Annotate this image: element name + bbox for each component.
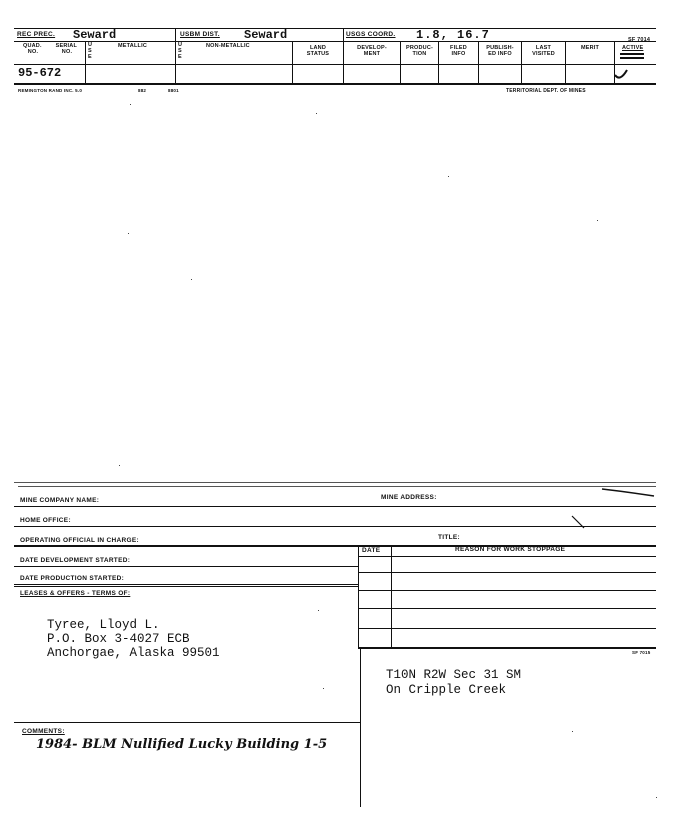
usbm-dist-label: USBM DIST. [180, 31, 220, 38]
use-letter: E [178, 54, 182, 60]
card-rule [14, 566, 358, 567]
published-info-header [479, 45, 521, 57]
scan-speck [130, 104, 131, 105]
check-mark-icon [612, 66, 632, 82]
scan-speck [191, 279, 192, 280]
land-status-line: LAND [309, 45, 327, 51]
stoppage-rule [358, 628, 656, 629]
title-label: TITLE: [438, 534, 461, 541]
development-header [344, 45, 400, 57]
published-info-line: ED INFO [488, 51, 512, 57]
scan-speck [448, 176, 449, 177]
scan-speck [318, 610, 319, 611]
use-metallic-header [88, 42, 92, 60]
use-letter: E [88, 54, 92, 60]
filed-info-header [439, 45, 478, 57]
filed-info-line: INFO [451, 51, 466, 57]
card-top-rule [14, 482, 656, 483]
strip-bottom-rule [14, 83, 656, 85]
comments-label: COMMENTS: [22, 728, 65, 735]
owner-city-line: Anchorgae, Alaska 99501 [47, 646, 220, 660]
use-letter: U [88, 42, 93, 48]
land-status-header [293, 45, 343, 57]
scan-speck [128, 233, 129, 234]
stoppage-rule [358, 572, 656, 573]
production-header [401, 45, 438, 57]
usgs-coord-value: 1.8, 16.7 [416, 28, 490, 42]
quad-label: QUAD. [22, 43, 42, 49]
strip-vline [175, 28, 176, 83]
printer-code: 8801 [168, 88, 179, 93]
form-number-top: SF 7014 [628, 37, 651, 43]
last-visited-line: VISITED [532, 51, 555, 57]
nonmetallic-header: NON-METALLIC [206, 43, 250, 49]
stoppage-vline [358, 545, 359, 647]
metallic-header: METALLIC [118, 43, 147, 49]
card-top-rule [18, 486, 656, 487]
usgs-coord-label: USGS COORD. [346, 31, 396, 38]
date-development-label: DATE DEVELOPMENT STARTED: [20, 557, 131, 564]
home-office-label: HOME OFFICE: [20, 517, 71, 524]
development-line: MENT [363, 51, 381, 57]
strip-vline [85, 41, 86, 83]
pen-stroke [600, 486, 656, 498]
quad-serial-value: 95-672 [18, 66, 62, 80]
card-rule [14, 722, 360, 723]
handwritten-comment: 1984- BLM Nullified Lucky Building 1-5 [36, 737, 328, 752]
card-rule [14, 506, 656, 507]
stoppage-rule [358, 556, 656, 557]
mine-company-name-label: MINE COMPANY NAME: [20, 497, 100, 504]
owner-address-line: P.O. Box 3-4027 ECB [47, 632, 190, 646]
active-mark [620, 53, 644, 55]
form-number-bottom: SF 7015 [632, 650, 651, 655]
stoppage-rule [358, 647, 656, 649]
production-line: TION [412, 51, 427, 57]
department-label: TERRITORIAL DEPT. OF MINES [506, 88, 586, 94]
printer-label: REMINGTON RAND INC. 5.0 [18, 88, 83, 93]
scan-speck [656, 797, 657, 798]
last-visited-line: LAST [535, 45, 552, 51]
stoppage-rule [358, 590, 656, 591]
mine-address-label: MINE ADDRESS: [381, 494, 437, 501]
active-mark [620, 57, 644, 59]
stoppage-date-header: DATE [362, 547, 381, 554]
scan-speck [316, 113, 317, 114]
location-block [386, 668, 521, 698]
published-info-line: PUBLISH- [486, 45, 514, 51]
strip-row-rule [14, 64, 656, 65]
use-letter: U [178, 42, 183, 48]
rec-prec-value: Seward [73, 28, 117, 42]
no-label: NO. [27, 49, 39, 55]
scan-speck [572, 731, 573, 732]
card-rule [14, 586, 358, 587]
scan-speck [119, 465, 120, 466]
scan-speck [597, 220, 598, 221]
last-visited-header [522, 45, 565, 57]
active-header: ACTIVE [622, 45, 644, 51]
owner-name: Tyree, Lloyd L. [47, 618, 160, 632]
card-rule [14, 584, 358, 585]
pen-tick [570, 514, 588, 532]
card-rule [14, 526, 656, 527]
card-vline [360, 647, 361, 807]
production-line: PRODUC- [405, 45, 434, 51]
use-letter: S [178, 48, 182, 54]
quad-serial-header [16, 43, 84, 55]
operating-official-label: OPERATING OFFICIAL IN CHARGE: [20, 537, 139, 544]
date-production-label: DATE PRODUCTION STARTED: [20, 575, 125, 582]
serial-label: SERIAL [55, 43, 78, 49]
printer-code: 882 [138, 88, 147, 93]
filed-info-line: FILED [450, 45, 467, 51]
use-letter: S [88, 48, 92, 54]
usbm-dist-value: Seward [244, 28, 288, 42]
location-line: On Cripple Creek [386, 683, 507, 697]
stoppage-rule [358, 608, 656, 609]
rec-prec-label: REC PREC. [17, 31, 56, 38]
merit-header: MERIT [580, 45, 600, 51]
location-line: T10N R2W Sec 31 SM [386, 668, 522, 682]
development-line: DEVELOP- [357, 45, 387, 51]
scan-speck [323, 688, 324, 689]
stoppage-reason-header: REASON FOR WORK STOPPAGE [455, 546, 566, 553]
leases-label: LEASES & OFFERS - TERMS OF: [20, 590, 131, 597]
owner-block [47, 618, 220, 660]
land-status-line: STATUS [306, 51, 330, 57]
use-nonmetallic-header [178, 42, 182, 60]
stoppage-vline [391, 545, 392, 647]
no-label: NO. [61, 49, 73, 55]
